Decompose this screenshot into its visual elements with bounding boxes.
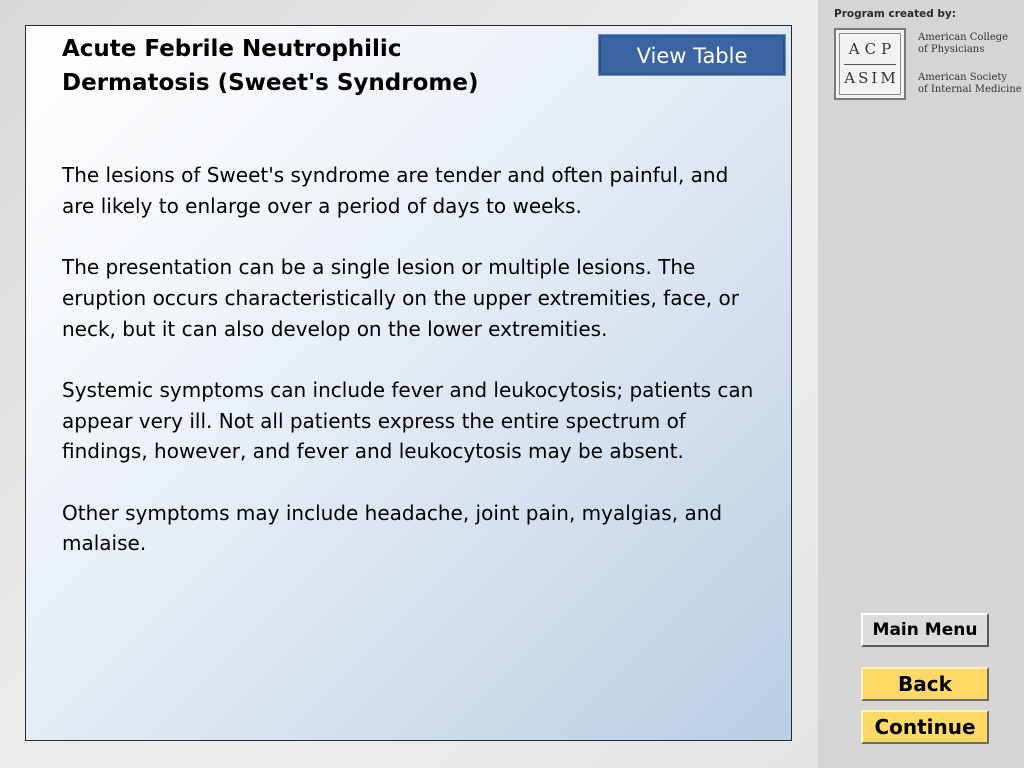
body-text <box>62 160 762 590</box>
org2-line1: American Society <box>918 72 1008 83</box>
paragraph-systemic-symptoms: Systemic symptoms can include fever and leukocytosis; patients can appear very ill. Not all patients express the entire spectrum of findings, however, and fever and leukocytosis may be absent. <box>62 377 754 464</box>
page-title-line2: Dermatosis (Sweet's Syndrome) <box>62 70 479 96</box>
org-american-college-of-physicians <box>918 32 1022 56</box>
paragraph-lesions: The lesions of Sweet's syndrome are tender and often painful, and are likely to enlarge over a period of days to weeks. <box>62 163 729 218</box>
logo-bottom-text: ASIM <box>844 69 899 87</box>
paragraph-other-symptoms: Other symptoms may include headache, joint pain, myalgias, and malaise. <box>62 500 723 556</box>
continue-button[interactable]: Continue <box>861 710 989 744</box>
org-american-society-of-internal-medicine <box>918 72 1022 96</box>
view-table-button[interactable]: View Table <box>598 34 786 76</box>
main-menu-button[interactable]: Main Menu <box>861 613 989 647</box>
logo-top-text: ACP <box>848 40 897 58</box>
org1-line2: of Physicians <box>918 44 985 55</box>
org2-line2: of Internal Medicine <box>918 84 1022 95</box>
credits-label: Program created by: <box>834 8 956 20</box>
sidebar-panel <box>818 0 1024 768</box>
page-title-line1: Acute Febrile Neutrophilic <box>62 36 402 62</box>
content-panel <box>25 25 792 741</box>
page-title <box>62 32 532 100</box>
paragraph-presentation: The presentation can be a single lesion or multiple lesions. The eruption occurs characteristically on the upper extremities, face, or neck, but it can also develop on the lower extremities. <box>62 255 739 341</box>
logo-divider <box>844 64 896 65</box>
org1-line1: American College <box>918 32 1009 43</box>
back-button[interactable]: Back <box>861 667 989 701</box>
acp-asim-logo <box>834 28 906 100</box>
